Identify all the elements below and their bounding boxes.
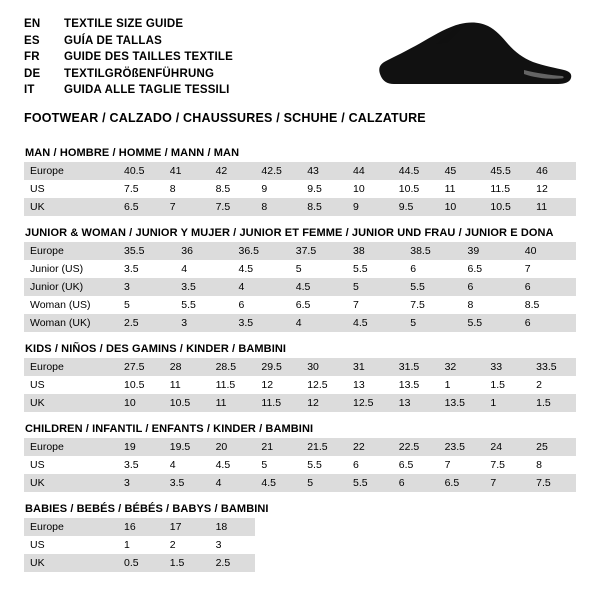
table-row: [24, 180, 576, 198]
cell: 5: [261, 459, 268, 471]
row-label: Woman (US): [30, 299, 91, 311]
language-code: EN: [24, 18, 41, 30]
language-title: GUIDA ALLE TAGLIE TESSILI: [64, 84, 230, 96]
group-title: KIDS / NIÑOS / DES GAMINS / KINDER / BAMBINI: [25, 343, 287, 355]
cell: 3: [118, 474, 164, 492]
table-row: [24, 536, 576, 554]
cell: 4.5: [215, 459, 231, 471]
cell: 33.5: [530, 358, 576, 376]
cell: 6.5: [295, 299, 311, 311]
table-row: [24, 518, 576, 536]
language-title: TEXTILE SIZE GUIDE: [64, 18, 184, 30]
size-table: [24, 358, 576, 412]
cell: 11: [210, 394, 256, 412]
cell: 37.5: [290, 242, 347, 260]
cell: 20: [210, 438, 256, 456]
row-label: Europe: [24, 358, 118, 376]
group-children: [24, 423, 576, 492]
cell: 25: [530, 438, 576, 456]
cell: [439, 518, 485, 536]
group-title: JUNIOR & WOMAN / JUNIOR Y MUJER / JUNIOR ET FEMME / JUNIOR UND FRAU / JUNIOR E DONA: [25, 227, 554, 239]
cell: 42.5: [255, 162, 301, 180]
cell: [439, 536, 485, 554]
table-row: [24, 376, 576, 394]
cell: 10.5: [124, 379, 145, 391]
cell: [439, 554, 485, 572]
cell: [301, 536, 347, 554]
cell: 6: [519, 278, 576, 296]
cell: 0.5: [118, 554, 164, 572]
cell: 13: [352, 379, 365, 391]
cell: 9.5: [307, 183, 322, 195]
cell: 45: [439, 162, 485, 180]
table-row: [24, 394, 576, 412]
cell: 2: [536, 379, 543, 391]
cell: 4: [181, 263, 188, 275]
row-label: Europe: [24, 162, 118, 180]
row-label: UK: [24, 554, 118, 572]
language-row: [24, 66, 233, 83]
cell: 11: [169, 379, 181, 391]
language-code: DE: [24, 67, 41, 80]
language-title: GUIDE DES TAILLES TEXTILE: [64, 51, 233, 63]
cell: 9: [347, 198, 393, 216]
dress-shoe-icon: [374, 18, 574, 90]
table-row: [24, 260, 576, 278]
cell: 21.5: [301, 438, 347, 456]
cell: [347, 518, 393, 536]
table-row: [24, 554, 576, 572]
cell: 12: [261, 379, 274, 391]
table-row: [24, 358, 576, 376]
cell: 3.5: [164, 474, 210, 492]
cell: 11.5: [215, 379, 236, 391]
language-title: GUÍA DE TALLAS: [64, 34, 162, 47]
cell: 3.5: [175, 278, 232, 296]
row-label: Woman (UK): [24, 314, 118, 332]
cell: [530, 554, 576, 572]
cell: [301, 518, 347, 536]
cell: 10.5: [398, 183, 420, 195]
cell: 11.5: [490, 183, 511, 195]
cell: 13.5: [439, 394, 485, 412]
row-label: Europe: [24, 438, 118, 456]
cell: 5.5: [347, 474, 393, 492]
cell: 12: [536, 183, 548, 195]
cell: 8.5: [215, 183, 231, 195]
cell: 5: [347, 278, 404, 296]
language-code: IT: [24, 84, 35, 96]
cell: 3.5: [124, 459, 139, 471]
cell: [301, 554, 347, 572]
row-label: Europe: [24, 242, 118, 260]
cell: 11.5: [255, 394, 301, 412]
group-babies: [24, 503, 576, 572]
group-junior-woman: [24, 227, 576, 332]
cell: [347, 554, 393, 572]
language-row: [24, 33, 233, 50]
cell: 10: [352, 183, 365, 195]
row-label: US: [30, 183, 45, 195]
group-title: BABIES / BEBÉS / BÉBÉS / BABYS / BAMBINI: [25, 503, 269, 515]
size-table: [24, 242, 576, 332]
cell: 11: [444, 183, 456, 195]
cell: [530, 536, 576, 554]
language-code: FR: [24, 51, 40, 63]
cell: 7.5: [124, 183, 139, 195]
cell: 16: [118, 518, 164, 536]
cell: 44.5: [393, 162, 439, 180]
table-row: [24, 456, 576, 474]
cell: 39: [462, 242, 519, 260]
cell: 1: [124, 539, 130, 551]
cell: 8.5: [524, 299, 540, 311]
cell: 4: [233, 278, 290, 296]
group-title: MAN / HOMBRE / HOMME / MANN / MAN: [25, 147, 240, 159]
cell: 22: [347, 438, 393, 456]
cell: 6: [410, 263, 417, 275]
cell: 30: [301, 358, 347, 376]
header: [0, 0, 600, 105]
cell: 18: [210, 518, 256, 536]
cell: 5: [404, 314, 461, 332]
cell: 7.5: [410, 299, 425, 311]
cell: 7.5: [490, 459, 505, 471]
cell: 31: [347, 358, 393, 376]
cell: 7: [164, 198, 210, 216]
cell: 7: [353, 299, 359, 311]
table-row: [24, 296, 576, 314]
cell: 1.5: [490, 379, 505, 391]
group-man: [24, 147, 576, 216]
cell: 33: [484, 358, 530, 376]
cell: 3: [175, 314, 232, 332]
cell: 45.5: [484, 162, 530, 180]
cell: 22.5: [393, 438, 439, 456]
cell: 4: [169, 459, 176, 471]
cell: 8: [255, 198, 301, 216]
cell: 38: [347, 242, 404, 260]
cell: 19: [118, 438, 164, 456]
cell: [484, 518, 530, 536]
cell: 5: [295, 263, 302, 275]
table-row: [24, 242, 576, 260]
cell: 31.5: [393, 358, 439, 376]
cell: 6: [393, 474, 439, 492]
cell: 10: [439, 198, 485, 216]
cell: 10.5: [484, 198, 530, 216]
cell: 24: [484, 438, 530, 456]
cell: 12.5: [347, 394, 393, 412]
cell: 5.5: [462, 314, 519, 332]
cell: 4.5: [238, 263, 254, 275]
cell: 12.5: [307, 379, 328, 391]
cell: [255, 554, 301, 572]
cell: 12: [301, 394, 347, 412]
cell: 6: [352, 459, 359, 471]
row-label: UK: [24, 198, 118, 216]
cell: 9.5: [393, 198, 439, 216]
row-label: Junior (US): [30, 263, 84, 275]
cell: 42: [210, 162, 256, 180]
cell: 7: [484, 474, 530, 492]
cell: 28: [164, 358, 210, 376]
cell: 23.5: [439, 438, 485, 456]
cell: [393, 554, 439, 572]
cell: 5.5: [307, 459, 322, 471]
cell: 36.5: [233, 242, 290, 260]
cell: 35.5: [118, 242, 175, 260]
cell: 6: [238, 299, 245, 311]
cell: 6.5: [467, 263, 483, 275]
cell: 38.5: [404, 242, 461, 260]
cell: 9: [261, 183, 268, 195]
size-table: [24, 162, 576, 216]
cell: 1: [484, 394, 530, 412]
cell: 7: [444, 459, 451, 471]
group-kids: [24, 343, 576, 412]
cell: 6.5: [439, 474, 485, 492]
cell: 3: [118, 278, 175, 296]
cell: 7.5: [210, 198, 256, 216]
cell: 43: [301, 162, 347, 180]
table-row: [24, 278, 576, 296]
cell: 5.5: [353, 263, 368, 275]
cell: 41: [164, 162, 210, 180]
language-code: ES: [24, 34, 40, 47]
cell: 10: [118, 394, 164, 412]
cell: 3.5: [233, 314, 290, 332]
cell: 21: [255, 438, 301, 456]
cell: 5.5: [404, 278, 461, 296]
table-row: [24, 438, 576, 456]
cell: 8: [169, 183, 176, 195]
row-label: UK: [24, 474, 118, 492]
size-table: [24, 518, 576, 572]
cell: 4.5: [290, 278, 347, 296]
cell: 11: [530, 198, 576, 216]
cell: [255, 536, 301, 554]
cell: 2: [169, 539, 176, 551]
row-label: Europe: [24, 518, 118, 536]
row-label: Junior (UK): [24, 278, 118, 296]
cell: 1.5: [164, 554, 210, 572]
cell: 2.5: [210, 554, 256, 572]
cell: 29.5: [255, 358, 301, 376]
table-row: [24, 198, 576, 216]
language-row: [24, 49, 233, 66]
page-title: FOOTWEAR / CALZADO / CHAUSSURES / SCHUHE / CALZATURE: [24, 111, 426, 125]
cell: 32: [439, 358, 485, 376]
cell: [255, 518, 301, 536]
row-label: US: [30, 539, 45, 551]
cell: [484, 536, 530, 554]
table-row: [24, 314, 576, 332]
cell: 8: [467, 299, 474, 311]
cell: [393, 536, 439, 554]
cell: 10.5: [164, 394, 210, 412]
size-tables: [0, 147, 600, 572]
cell: [393, 518, 439, 536]
cell: [347, 536, 393, 554]
row-label: UK: [24, 394, 118, 412]
table-row: [24, 474, 576, 492]
cell: 5.5: [181, 299, 196, 311]
cell: 8.5: [301, 198, 347, 216]
cell: 5: [301, 474, 347, 492]
row-label: US: [30, 459, 45, 471]
cell: [484, 554, 530, 572]
cell: 1.5: [530, 394, 576, 412]
cell: 40.5: [118, 162, 164, 180]
language-title-list: [24, 16, 233, 99]
cell: 4.5: [347, 314, 404, 332]
cell: 4.5: [255, 474, 301, 492]
cell: 4: [290, 314, 347, 332]
cell: 13: [393, 394, 439, 412]
cell: 2.5: [118, 314, 175, 332]
language-row: [24, 82, 233, 99]
cell: 4: [210, 474, 256, 492]
cell: 5: [124, 299, 130, 311]
group-title: CHILDREN / INFANTIL / ENFANTS / KINDER / BAMBINI: [25, 423, 314, 435]
cell: 27.5: [118, 358, 164, 376]
cell: 40: [519, 242, 576, 260]
cell: 7: [524, 263, 531, 275]
cell: 13.5: [398, 379, 420, 391]
cell: 28.5: [210, 358, 256, 376]
cell: 17: [164, 518, 210, 536]
cell: 6.5: [398, 459, 414, 471]
cell: 6: [519, 314, 576, 332]
size-table: [24, 438, 576, 492]
cell: [530, 518, 576, 536]
language-row: [24, 16, 233, 33]
cell: 19.5: [164, 438, 210, 456]
cell: 3.5: [124, 263, 139, 275]
cell: 36: [175, 242, 232, 260]
table-row: [24, 162, 576, 180]
cell: 3: [215, 539, 222, 551]
cell: 8: [536, 459, 543, 471]
language-title: TEXTILGRÖßENFÜHRUNG: [64, 67, 215, 80]
cell: 7.5: [530, 474, 576, 492]
cell: 6: [462, 278, 519, 296]
cell: 6.5: [118, 198, 164, 216]
cell: 44: [347, 162, 393, 180]
row-label: US: [30, 379, 45, 391]
cell: 46: [530, 162, 576, 180]
cell: 1: [444, 379, 451, 391]
